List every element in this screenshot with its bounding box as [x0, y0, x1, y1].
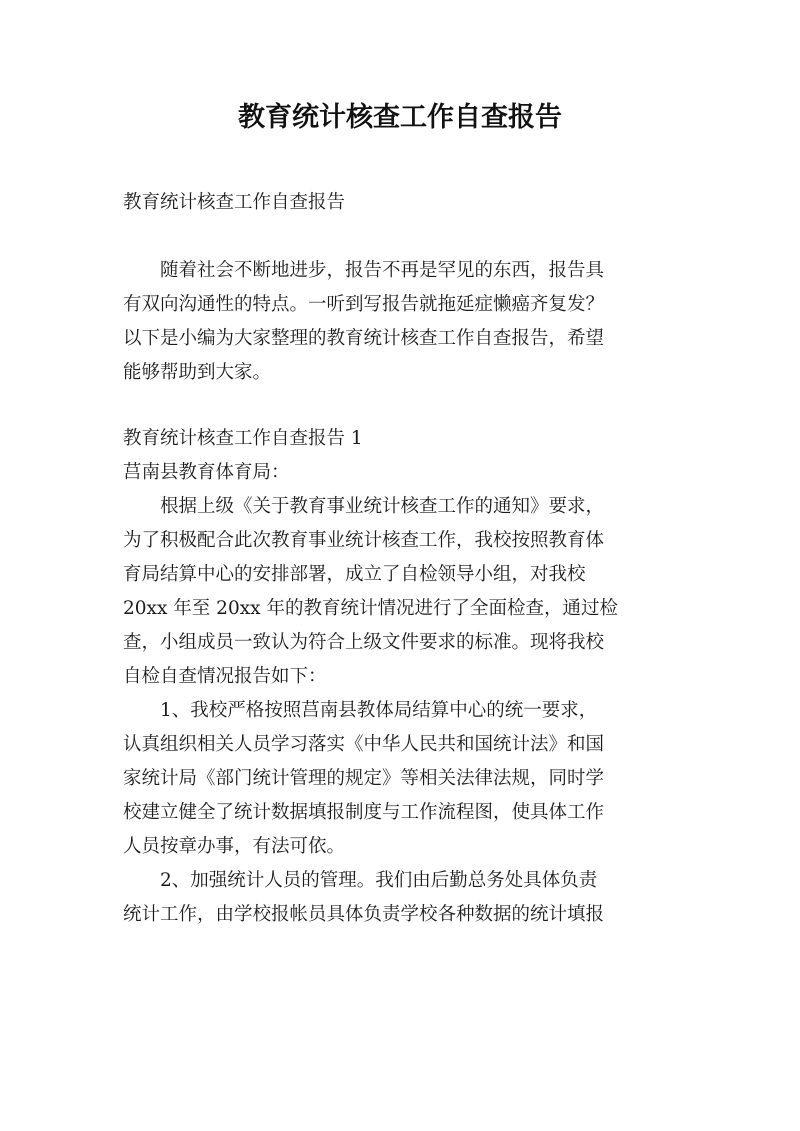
paragraph-gap [123, 390, 688, 422]
paragraph-gap [123, 220, 688, 254]
document-subtitle: 教育统计核查工作自查报告 [123, 192, 346, 213]
intro-line: 有双向沟通性的特点。一听到写报告就拖延症懒癌齐复发？ [123, 294, 605, 315]
paragraph-item-2 [123, 864, 688, 932]
paragraph-line: 家统计局《部门统计管理的规定》等相关法律法规，同时学 [123, 768, 605, 789]
paragraph-line: 根据上级《关于教育事业统计核查工作的通知》要求， [160, 496, 605, 517]
intro-line: 随着社会不断地进步，报告不再是罕见的东西，报告具 [160, 260, 605, 281]
intro-line: 以下是小编为大家整理的教育统计核查工作自查报告，希望 [123, 328, 605, 349]
paragraph-line: 育局结算中心的安排部署，成立了自检领导小组，对我校 [123, 564, 586, 585]
paragraph-line: 20xx 年至 20xx 年的教育统计情况进行了全面检查，通过检 [123, 598, 618, 619]
paragraph-line: 校建立健全了统计数据填报制度与工作流程图，使具体工作 [123, 802, 605, 823]
paragraph-line: 为了积极配合此次教育事业统计核查工作，我校按照教育体 [123, 530, 605, 551]
paragraph-line: 自检自查情况报告如下： [123, 666, 327, 687]
paragraph-requirements [123, 490, 688, 694]
document-title: 教育统计核查工作自查报告 [238, 102, 562, 133]
paragraph-line: 认真组织相关人员学习落实《中华人民共和国统计法》和国 [123, 734, 605, 755]
paragraph-item-1 [123, 694, 688, 864]
intro-paragraph [123, 254, 688, 390]
paragraph-line: 人员按章办事，有法可依。 [123, 836, 346, 857]
paragraph-line: 查，小组成员一致认为符合上级文件要求的标准。现将我校 [123, 632, 605, 653]
addressee: 莒南县教育体育局： [123, 462, 290, 483]
intro-line: 能够帮助到大家。 [123, 362, 272, 383]
paragraph-line: 2、加强统计人员的管理。我们由后勤总务处具体负责 [160, 870, 598, 891]
report-heading: 教育统计核查工作自查报告 1 [123, 428, 363, 449]
paragraph-line: 统计工作，由学校报帐员具体负责学校各种数据的统计填报 [123, 904, 605, 925]
document-body [123, 186, 688, 932]
paragraph-line: 1、我校严格按照莒南县教体局结算中心的统一要求， [160, 700, 598, 721]
